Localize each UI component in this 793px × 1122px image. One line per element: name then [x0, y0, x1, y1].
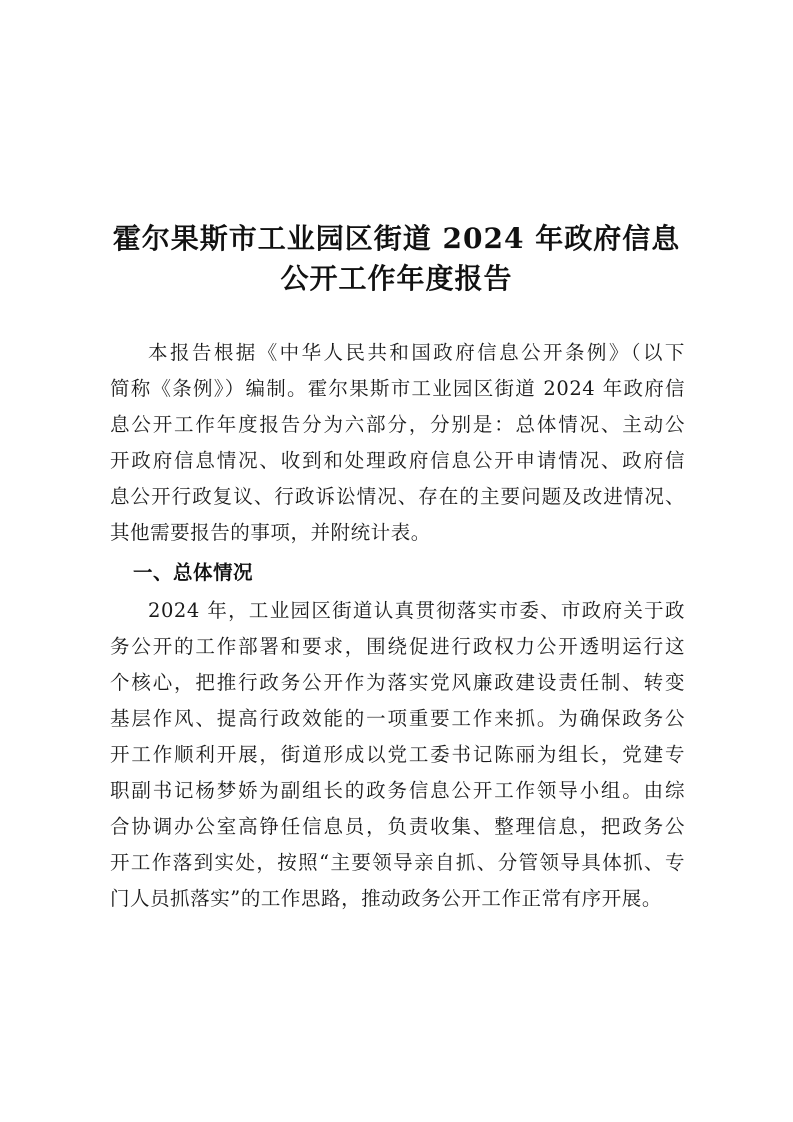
intro-line: 息公开工作年度报告分为六部分，分别是：总体情况、主动公: [110, 413, 685, 436]
intro-line: 其他需要报告的事项，并附统计表。: [110, 521, 431, 544]
section-line: 职副书记杨梦娇为副组长的政务信息公开工作领导小组。由综: [110, 779, 685, 802]
section-heading: 一、总体情况: [133, 561, 254, 584]
intro-line: 开政府信息情况、收到和处理政府信息公开申请情况、政府信: [110, 449, 685, 472]
report-title-line-2: 公开工作年度报告: [280, 262, 513, 295]
section-line: 合协调办公室高铮任信息员，负责收集、整理信息，把政务公: [110, 815, 685, 838]
intro-line: 息公开行政复议、行政诉讼情况、存在的主要问题及改进情况、: [110, 485, 685, 508]
intro-line: 简称《条例》）编制。霍尔果斯市工业园区街道 2024 年政府信: [110, 377, 685, 400]
section-line: 开工作落到实处，按照“主要领导亲自抓、分管领导具体抓、专: [110, 851, 685, 874]
section-line: 基层作风、提高行政效能的一项重要工作来抓。为确保政务公: [110, 707, 685, 730]
section-line: 门人员抓落实”的工作思路，推动政务公开工作正常有序开展。: [110, 887, 662, 910]
section-line: 2024 年，工业园区街道认真贯彻落实市委、市政府关于政: [148, 599, 685, 622]
intro-line: 本报告根据《中华人民共和国政府信息公开条例》（以下: [148, 341, 685, 364]
report-title-line-1: 霍尔果斯市工业园区街道 2024 年政府信息: [112, 222, 681, 255]
section-line: 开工作顺利开展，街道形成以党工委书记陈丽为组长，党建专: [110, 743, 685, 766]
section-line: 务公开的工作部署和要求，围绕促进行政权力公开透明运行这: [110, 635, 685, 658]
section-line: 个核心，把推行政务公开作为落实党风廉政建设责任制、转变: [110, 671, 685, 694]
